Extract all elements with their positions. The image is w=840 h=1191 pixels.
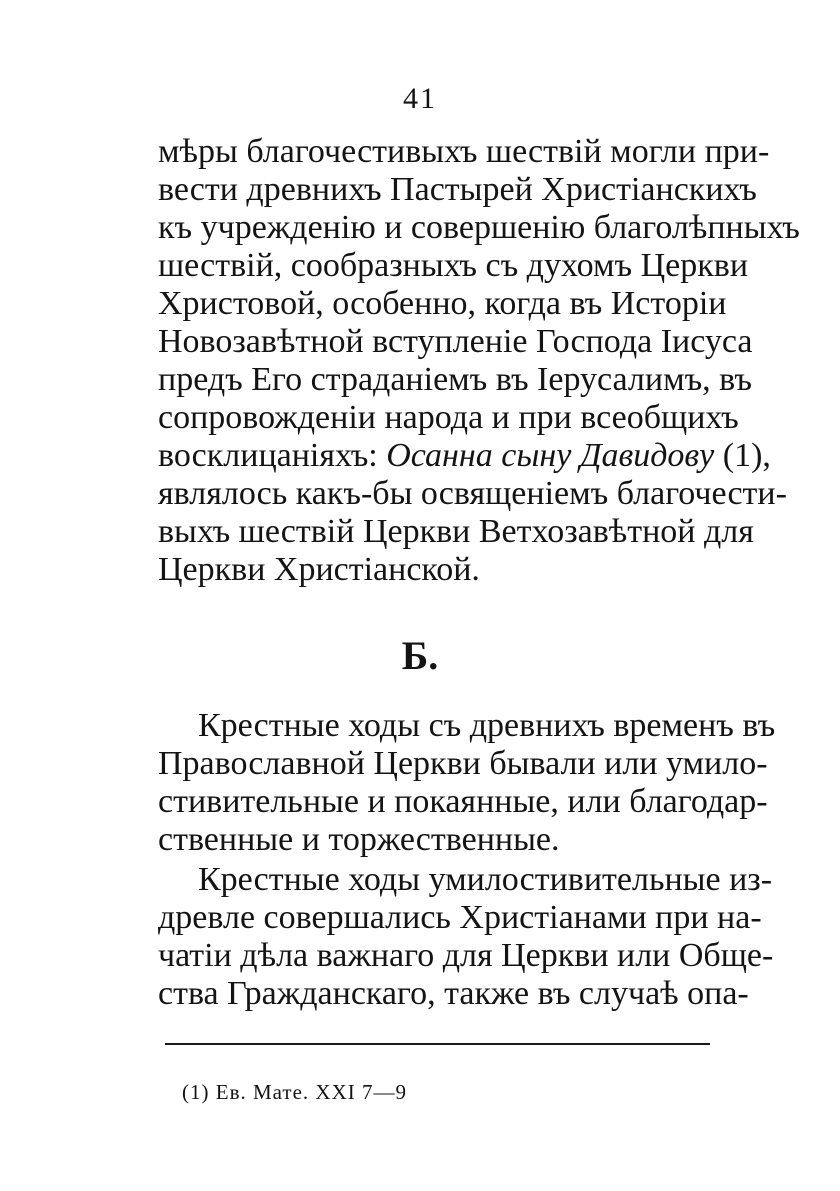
page-number: 41 (403, 82, 437, 115)
text-line: шествій, сообразныхъ съ духомъ Церкви (158, 247, 749, 284)
text-line: ства Гражданскаго, также въ случаѣ опа- (158, 975, 749, 1012)
text-line: Крестные ходы съ древнихъ временъ въ (198, 707, 776, 744)
text-segment: восклицаніяхъ: (158, 437, 387, 474)
text-line: сопровожденіи народа и при всеобщихъ (158, 399, 739, 436)
footnote: (1) Ев. Мате. XXI 7—9 (182, 1080, 408, 1104)
footnote-rule (165, 1043, 710, 1045)
text-line: выхъ шествій Церкви Ветхозавѣтной для (158, 513, 754, 550)
text-line: древле совершались Христіанами при на- (158, 899, 762, 936)
text-line: мѣры благочестивыхъ шествій могли при- (158, 133, 770, 170)
text-line-with-quote (158, 436, 771, 476)
footnote-reference: (1), (714, 437, 771, 474)
section-letter: Б. (401, 633, 439, 678)
text-line: Христовой, особенно, когда въ Исторіи (158, 285, 727, 322)
text-line: ственные и торжественные. (158, 821, 560, 858)
text-line: являлось какъ-бы освященіемъ благочести- (158, 475, 787, 512)
text-line: вести древнихъ Пастырей Христіанскихъ (158, 171, 757, 208)
italic-quote: Осанна сыну Давидову (386, 437, 715, 474)
text-line: Православной Церкви бывали или умило- (158, 745, 768, 782)
text-line: Церкви Христіанской. (158, 551, 480, 588)
text-line: чатіи дѣла важнаго для Церкви или Обще- (158, 937, 774, 974)
text-line: Новозавѣтной вступленіе Господа Іисуса (158, 323, 753, 360)
text-line: къ учрежденію и совершенію благолѣпныхъ (158, 209, 800, 246)
text-line: предъ Его страданіемъ въ Іерусалимъ, въ (158, 361, 752, 398)
text-line: стивительные и покаянные, или благодар- (158, 783, 768, 820)
text-line: Крестные ходы умилостивительные из- (198, 861, 773, 898)
